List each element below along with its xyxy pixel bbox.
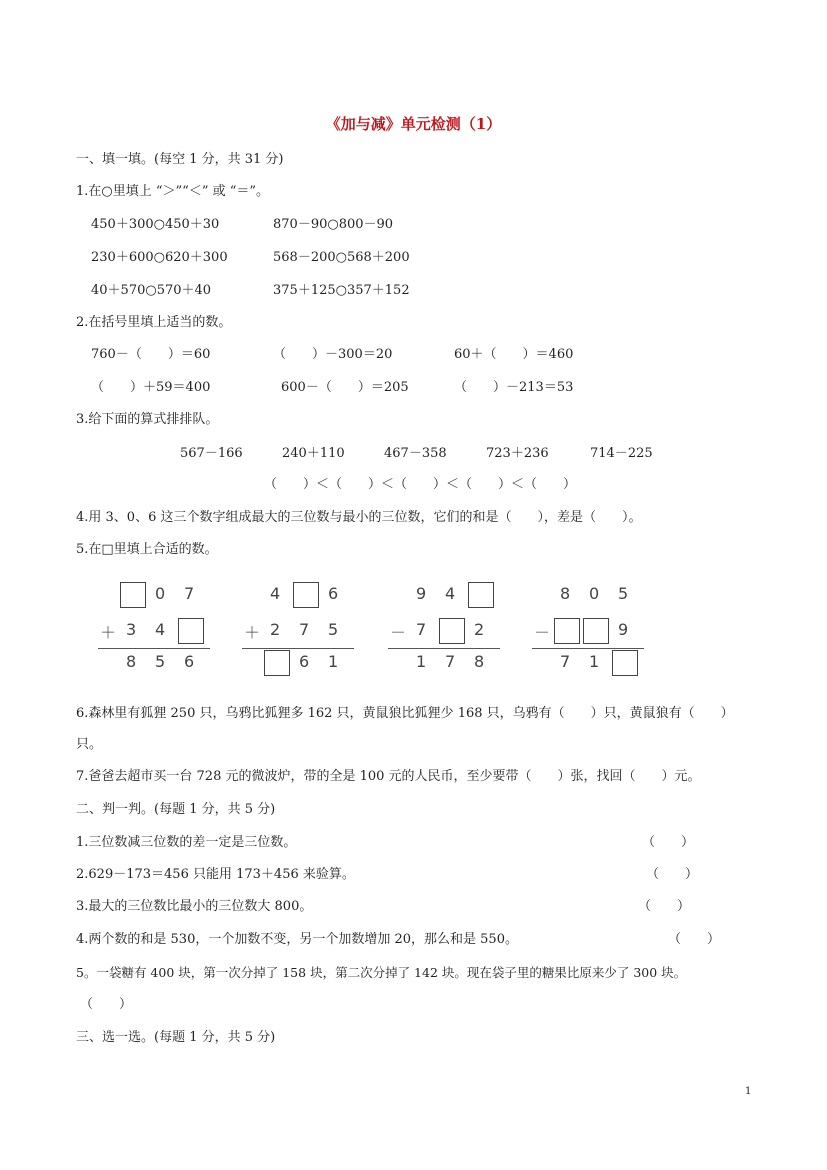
digit: 0 bbox=[589, 584, 600, 603]
digit: 4 bbox=[445, 584, 456, 603]
q3-expression: 467－358 bbox=[384, 446, 447, 461]
operator-sign: ＋ bbox=[100, 623, 117, 642]
judge-blank: （ ） bbox=[668, 932, 721, 947]
q2-item: （ ）＋59＝400 bbox=[91, 380, 211, 395]
judge-blank: （ ） bbox=[638, 899, 691, 914]
q1-item: 450＋300○450＋30 bbox=[91, 217, 220, 232]
q3-expression: 567－166 bbox=[180, 446, 243, 461]
q2-item: 60＋（ ）＝460 bbox=[454, 347, 574, 362]
digit: 1 bbox=[328, 652, 339, 671]
sum-line bbox=[242, 648, 354, 649]
digit: 1 bbox=[589, 652, 600, 671]
judge-blank: （ ） bbox=[642, 835, 695, 850]
digit: 9 bbox=[416, 584, 427, 603]
q3-expression: 723＋236 bbox=[486, 446, 549, 461]
digit: 3 bbox=[126, 620, 137, 639]
q2-prompt: 2.在括号里填上适当的数。 bbox=[76, 315, 232, 330]
judge-blank: （ ） bbox=[80, 997, 133, 1012]
operator-sign: － bbox=[390, 623, 407, 642]
judge-item: 3.最大的三位数比最小的三位数大 800。 bbox=[76, 899, 313, 914]
q6-line2: 只。 bbox=[76, 737, 103, 752]
answer-box[interactable] bbox=[468, 582, 494, 608]
operator-sign: － bbox=[534, 623, 551, 642]
q1-item: 870－90○800－90 bbox=[273, 217, 394, 232]
digit: 6 bbox=[184, 652, 195, 671]
page-title: 《加与减》单元检测（1） bbox=[325, 115, 502, 133]
digit: 7 bbox=[416, 620, 427, 639]
digit: 4 bbox=[270, 584, 281, 603]
digit: 5 bbox=[155, 652, 166, 671]
q1-item: 230＋600○620＋300 bbox=[91, 250, 228, 265]
sum-line bbox=[532, 648, 644, 649]
q3-order-line: （ ）＜（ ）＜（ ）＜（ ）＜（ ） bbox=[264, 477, 577, 492]
q2-item: 760－（ ）＝60 bbox=[91, 347, 211, 362]
page-number: 1 bbox=[745, 1086, 752, 1097]
q1-item: 375＋125○357＋152 bbox=[273, 283, 410, 298]
digit: 6 bbox=[299, 652, 310, 671]
digit: 7 bbox=[560, 652, 571, 671]
sum-line bbox=[98, 648, 210, 649]
q2-item: （ ）－300＝20 bbox=[273, 347, 393, 362]
judge-blank: （ ） bbox=[646, 867, 699, 882]
q7: 7.爸爸去超市买一台 728 元的微波炉，带的全是 100 元的人民币，至少要带（ ）张，找回（ ）元。 bbox=[76, 769, 701, 784]
q3-expression: 714－225 bbox=[590, 446, 653, 461]
digit: 2 bbox=[270, 620, 281, 639]
judge-item: 2.629－173＝456 只能用 173＋456 来验算。 bbox=[76, 867, 355, 882]
section3-header: 三、选一选。(每题 1 分，共 5 分) bbox=[76, 1030, 276, 1045]
digit: 7 bbox=[299, 620, 310, 639]
digit: 8 bbox=[474, 652, 485, 671]
digit: 6 bbox=[328, 584, 339, 603]
answer-box[interactable] bbox=[293, 582, 319, 608]
digit: 5 bbox=[328, 620, 339, 639]
q2-item: （ ）－213＝53 bbox=[454, 380, 574, 395]
digit: 8 bbox=[126, 652, 137, 671]
section1-header: 一、填一填。(每空 1 分，共 31 分) bbox=[76, 152, 284, 167]
digit: 9 bbox=[618, 620, 629, 639]
digit: 2 bbox=[474, 620, 485, 639]
digit: 7 bbox=[445, 652, 456, 671]
q1-prompt: 1.在○里填上 “＞”“＜” 或 “＝”。 bbox=[76, 184, 270, 199]
digit: 0 bbox=[155, 584, 166, 603]
section2-header: 二、判一判。(每题 1 分，共 5 分) bbox=[76, 802, 276, 817]
digit: 8 bbox=[560, 584, 571, 603]
q4: 4.用 3、0、6 这三个数字组成最大的三位数与最小的三位数，它们的和是（ ），差是（ ）。 bbox=[76, 510, 642, 525]
sum-line bbox=[388, 648, 500, 649]
judge-item: 5。一袋糖有 400 块，第一次分掉了 158 块，第二次分掉了 142 块。现在袋子里的糖果比原来少了 300 块。 bbox=[76, 965, 687, 980]
q6-line1: 6.森林里有狐狸 250 只，乌鸦比狐狸多 162 只，黄鼠狼比狐狸少 168 只，乌鸦有（ ）只，黄鼠狼有（ ） bbox=[76, 706, 734, 721]
judge-item: 1.三位数减三位数的差一定是三位数。 bbox=[76, 835, 297, 850]
q5-prompt: 5.在□里填上合适的数。 bbox=[76, 542, 218, 557]
answer-box[interactable] bbox=[178, 618, 204, 644]
digit: 1 bbox=[416, 652, 427, 671]
q1-item: 40＋570○570＋40 bbox=[91, 283, 212, 298]
q1-item: 568－200○568＋200 bbox=[273, 250, 410, 265]
judge-item: 4.两个数的和是 530，一个加数不变，另一个加数增加 20，那么和是 550。 bbox=[76, 932, 518, 947]
q3-prompt: 3.给下面的算式排排队。 bbox=[76, 412, 219, 427]
digit: 5 bbox=[618, 584, 629, 603]
answer-box[interactable] bbox=[120, 582, 146, 608]
operator-sign: ＋ bbox=[244, 623, 261, 642]
q3-expression: 240＋110 bbox=[282, 446, 345, 461]
answer-box[interactable] bbox=[264, 650, 290, 676]
answer-box[interactable] bbox=[439, 618, 465, 644]
q2-item: 600－（ ）＝205 bbox=[281, 380, 409, 395]
digit: 7 bbox=[184, 584, 195, 603]
digit: 4 bbox=[155, 620, 166, 639]
answer-box[interactable] bbox=[612, 650, 638, 676]
answer-box[interactable] bbox=[554, 618, 580, 644]
answer-box[interactable] bbox=[583, 618, 609, 644]
